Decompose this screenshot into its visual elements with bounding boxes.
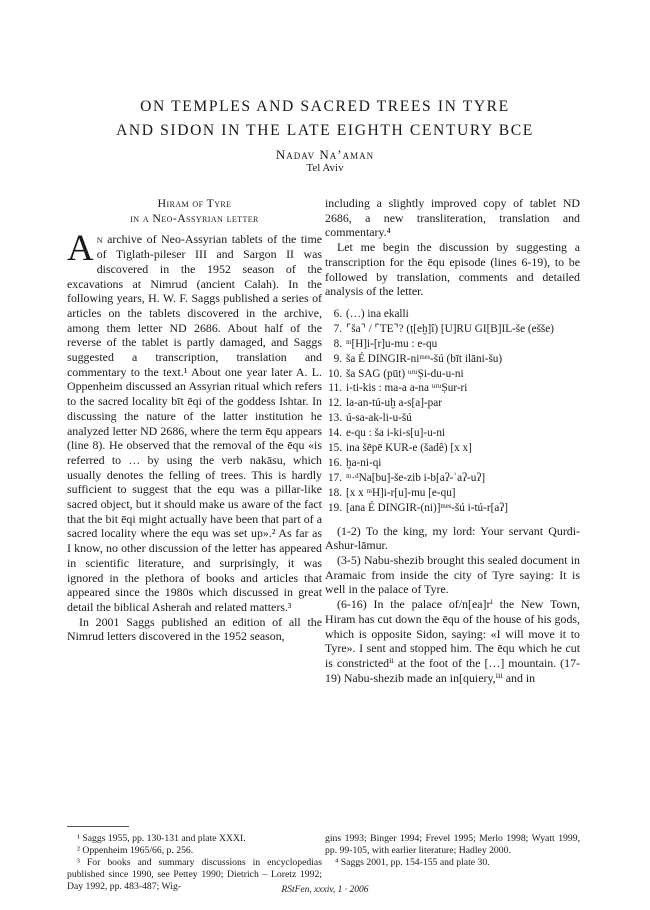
- transliteration-line: 9. ša É DINGIR-niᵐᵉˢ-šú (bīt ilāni-šu): [333, 352, 503, 365]
- footnote-rule: [67, 826, 129, 827]
- spacer: [325, 516, 580, 524]
- transliteration-list: [325, 307, 580, 516]
- section-heading-line-2: in a Neo-Assyrian letter: [130, 210, 259, 225]
- right-paragraph-1: including a slightly improved copy of tablet ND 2686, a new transliteration, translation and commentary.⁴: [325, 196, 580, 240]
- translation-paragraph-1: (1-2) To the king, my lord: Your servant Qurdi-Ashur-lāmur.: [325, 523, 580, 553]
- right-paragraph-2: Let me begin the discussion by suggesting a transcription for the ēqu episode (lines 6-19), to be followed by translation, comments and detailed analysis of the letter.: [325, 240, 580, 299]
- transliteration-line: 18. [x x ᵐH]i-r[u]-mu [e-qu]: [328, 486, 456, 499]
- transliteration-line: 11. i-ti-kis : ma-a a-na ᵘʳᵘṢur-ri: [328, 382, 468, 395]
- transliteration-line: 8. ᵐ[H]i-[r]u-mu : e-qu: [333, 337, 438, 350]
- section-heading: [67, 196, 322, 225]
- left-column: [67, 196, 322, 644]
- journal-footer: RStFen, xxxiv, 1 · 2006: [281, 885, 369, 895]
- author-affiliation: Tel Aviv: [306, 162, 344, 174]
- transliteration-line: 16. ḫa-ni-qi: [328, 456, 382, 469]
- transliteration-line: 19. [ana É DINGIR-(ni)]ᵐᵉˢ-šú i-tú-r[aʔ]: [328, 501, 508, 514]
- left-paragraph-1-text: archive of Neo-Assyrian tablets of the time of Tiglath-pileser III and Sargon II was discovered in the 1952 season of the excavations at Nimrud (ancient Calah). In the following years, H. W. F. Saggs published a series of articles on the tablets discovered in the archive, among them letter ND 2686. About half of the reverse of the tablet is partly damaged, and Saggs suggested a transcription, translation and commentary to the text.¹ About one year later A. L. Oppenheim discussed an Assyrian ritual which refers to the sacred locality bīt ēqi of the goddess Ishtar. In discussing the nature of the latter institution he analyzed letter ND 2686, where the term ēqu appears (line 8). He observed that the removal of the ēqu «is referred to … by using the verb nakāsu, which usually denotes the felling of trees. This is hardly sufficient to suggest that the equ was a pillar-like sacred object, but it should make us aware of the fact that the bit ēqi might actually have been that part of a sacred locality where the equ was set up».² As far as I know, no other discussion of the letter has appeared in scientific literature, and surprisingly, it was ignored in the plethora of books and articles that appeared since the 1980s which discussed in great detail the biblical Asherah and related matters.³: [67, 232, 322, 614]
- transliteration-line: 15. ina šēpē KUR-e (šadê) [x x]: [328, 442, 472, 455]
- footnote-continuation: gins 1993; Binger 1994; Frevel 1995; Merlo 1998; Wyatt 1999, pp. 99-105, with earlier literature; Hadley 2000.: [325, 833, 580, 857]
- lead-in: n: [96, 232, 103, 247]
- left-paragraph-2: In 2001 Saggs published an edition of all the Nimrud letters discovered in the 1952 season,: [67, 614, 322, 644]
- footnotes-right: [325, 833, 580, 869]
- footnote: ¹ Saggs 1955, pp. 130-131 and plate XXXI.: [77, 833, 246, 844]
- article-title-line-1: ON TEMPLES AND SACRED TREES IN TYRE: [140, 98, 510, 115]
- transliteration-line: 7. ⌜ša⌝ / ⌜TE⌝? (ṭ[eḫ]î) [U]RU GI[B]IL-še (ešše): [333, 322, 554, 335]
- left-paragraph-1: [67, 228, 322, 614]
- drop-cap: A: [67, 228, 94, 270]
- transliteration-line: 17. ᵐ·ᵈNa[bu]-še-zib i-b[aʔ-ʾaʔ-uʔ]: [328, 471, 486, 484]
- transliteration-line: 6. (…) ina ekalli: [333, 307, 409, 320]
- transliteration-line: 12. la-an-tú-uḫ a-s[a]-par: [328, 397, 442, 410]
- article-title-line-2: AND SIDON IN THE LATE EIGHTH CENTURY BCE: [116, 122, 534, 139]
- author-name: Nadav Na’aman: [275, 147, 375, 162]
- transliteration-line: 10. ša SAG (pūt) ᵘʳᵘṢi-du-u-ni: [328, 367, 464, 380]
- translation-paragraph-3: (6-16) In the palace of/n[ea]rⁱ the New Town, Hiram has cut down the ēqu of the house of his gods, which is opposite Sidon, saying: «I will move it to Tyre». I sent and stopped him. The ēqu which he cut is constrictedⁱⁱ at the foot of the […] mountain. (17-19) Nabu-shezib made an in[quiery,ⁱⁱⁱ and in: [325, 597, 580, 685]
- section-heading-line-1: Hiram of Tyre: [157, 196, 232, 210]
- footnote: ³ For books and summary discussions in encyclopedias published since 1990, see Pettey 1990; Dietrich – Loretz 1992; Day 1992, pp. 483-487; Wig-: [67, 857, 322, 893]
- transliteration-line: 13. ú-sa-ak-li-u-šú: [328, 412, 412, 425]
- transliteration-line: 14. e-qu : ša i-ki-s[u]-u-ni: [328, 427, 446, 440]
- right-column: [325, 196, 580, 685]
- footnote: ² Oppenheim 1965/66, p. 256.: [77, 845, 194, 857]
- footnote: ⁴ Saggs 2001, pp. 154-155 and plate 30.: [335, 857, 490, 869]
- translation-paragraph-2: (3-5) Nabu-shezib brought this sealed document in Aramaic from inside the city of Tyre saying: It is well in the palace of Tyre.: [325, 553, 580, 597]
